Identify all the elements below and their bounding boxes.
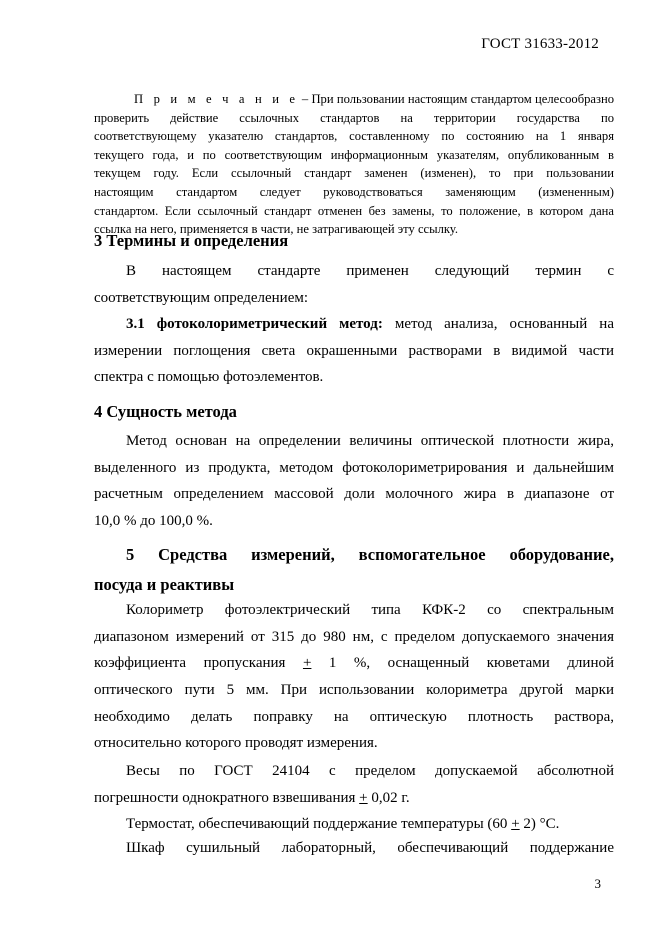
text-line: выделенного из продукта, методом фотоколориметрирования и дальнейшим xyxy=(94,459,614,476)
note-line: текущем году. Если ссылочный стандарт заменен (изменен), то при пользовании xyxy=(94,166,614,181)
scales-paragraph xyxy=(94,758,614,811)
note-line: стандартом. Если ссылочный стандарт отменен без замены, то положение, в котором дана xyxy=(94,203,614,218)
text-line: Весы по ГОСТ 24104 с пределом допускаемой абсолютной xyxy=(126,763,614,779)
text-line: диапазоном измерений от 315 до 980 нм, с пределом допускаемого значения xyxy=(94,628,614,645)
text-line: В настоящем стандарте применен следующий термин с xyxy=(126,263,614,279)
section-5-heading xyxy=(94,540,614,600)
plus-minus-sign: + xyxy=(302,655,312,672)
colorimeter-paragraph xyxy=(94,597,614,757)
note-block xyxy=(94,90,614,239)
plus-minus-sign: + xyxy=(511,816,520,832)
text-line: Метод основан на определении величины оптической плотности жира, xyxy=(126,433,614,449)
plus-minus-sign: + xyxy=(359,789,368,806)
section-4-body xyxy=(94,428,614,535)
note-line: ссылка на него, применяется в части, не затрагивающей эту ссылку. xyxy=(94,222,458,237)
note-line: настоящим стандартом следует руководствоваться заменяющим (измененным) xyxy=(94,184,614,199)
term-label: 3.1 фотоколориметрический метод: xyxy=(126,316,383,332)
text-line: 10,0 % до 100,0 %. xyxy=(94,513,213,530)
note-line: соответствующему указателю стандартов, составленному по состоянию на 1 января xyxy=(94,129,614,144)
heading-line: посуда и реактивы xyxy=(94,575,235,594)
document-header: ГОСТ 31633-2012 xyxy=(481,36,599,52)
text-line: оптического пути 5 мм. При использовании колориметра другой марки xyxy=(94,682,614,699)
thermostat-paragraph xyxy=(94,811,614,838)
text-line: коэффициента пропускания + 1 %, оснащенный кюветами длиной xyxy=(94,655,614,672)
note-line: П р и м е ч а н и е – При пользовании настоящим стандартом целесообразно xyxy=(134,92,614,106)
text-line: соответствующим определением: xyxy=(94,289,309,306)
section-4-heading: 4 Сущность метода xyxy=(94,402,237,421)
text-line: Термостат, обеспечивающий поддержание температуры (60 + 2) °С. xyxy=(126,816,560,832)
section-3-heading: 3 Термины и определения xyxy=(94,231,289,250)
text-line: спектра с помощью фотоэлементов. xyxy=(94,369,324,386)
text-line: расчетным определением массовой доли молочного жира в диапазоне от xyxy=(94,486,614,503)
text-line: Шкаф сушильный лабораторный, обеспечивающий поддержание xyxy=(126,840,614,856)
section-3-intro xyxy=(94,258,614,311)
text-line: измерении поглощения света окрашенными растворами в видимой части xyxy=(94,342,614,359)
text-line: необходимо делать поправку на оптическую плотность раствора, xyxy=(94,708,614,725)
cabinet-paragraph xyxy=(94,835,614,862)
text-line: Колориметр фотоэлектрический типа КФК-2 со спектральным xyxy=(126,602,614,618)
text-line: погрешности однократного взвешивания + 0,02 г. xyxy=(94,789,410,806)
note-line: текущего года, и по соответствующим информационным указателям, опубликованным в xyxy=(94,147,614,162)
page-number: 3 xyxy=(594,876,601,891)
term-definition xyxy=(94,311,614,391)
text-line: 3.1 фотоколориметрический метод: метод анализа, основанный на xyxy=(126,316,614,332)
heading-line: 5 Средства измерений, вспомогательное оборудование, xyxy=(126,545,614,564)
text-line: относительно которого проводят измерения. xyxy=(94,735,378,752)
note-line: проверить действие ссылочных стандартов на территории государства по xyxy=(94,110,614,125)
note-label: П р и м е ч а н и е xyxy=(134,92,299,106)
